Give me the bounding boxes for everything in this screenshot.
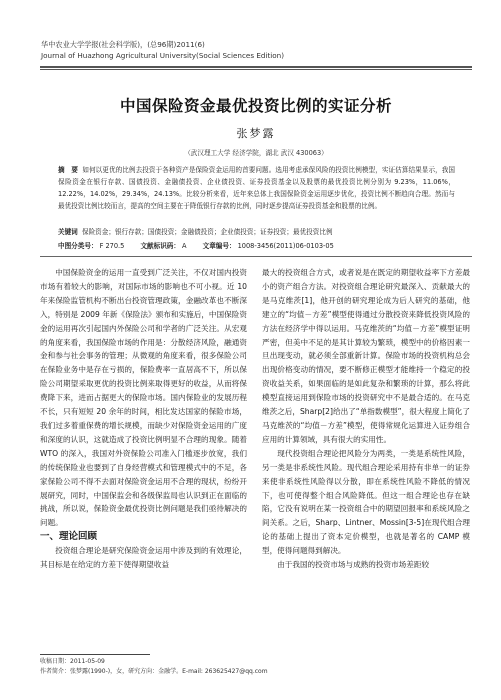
footnote xyxy=(40,657,470,676)
abstract-label: 摘 要 xyxy=(58,166,78,174)
doc-code-label: 文献标识码： xyxy=(140,242,180,250)
body-paragraph: 投资组合理论是研究保险资金运用中涉及到的有效理论，其目标是在给定的方差下使得期望收益 xyxy=(40,546,247,570)
article-id-value: 1008-3456(2011)06-0103-05 xyxy=(237,242,334,250)
journal-name-cn: 华中农业大学学报(社会科学版)，(总96期)2011(6) xyxy=(41,40,205,49)
author-affiliation: （武汉理工大学 经济学院，湖北 武汉 430063） xyxy=(184,149,328,157)
author-info: 作者简介：张梦露(1990-)，女，研究方向：金融学。E-mail: 263625427@qq.com xyxy=(40,667,268,675)
clc-value: F 270.5 xyxy=(99,242,125,250)
body-column-right xyxy=(262,266,470,572)
article-id-label: 文章编号： xyxy=(202,242,236,250)
body-column-left xyxy=(40,266,247,572)
author-name: 张梦露 xyxy=(236,127,276,140)
abstract-text: 如何以更优的比例去投资于各种资产是保险资金运用的首要问题。选用考虑承保风险的投资比例模型，实证估算结果显示，我国保险资金在银行存款、国债投资、金融债投资、企业债投资、证券投资基金以及股票的最优投资比例分别为 9.23%，11.06%，12.22%，14.02%，29.34%，24.13%。比较分析来看，近年来总体上我国保险资金运用逐步优化，投资比例不断趋向合理。然而与最优投资比例比较而言，提高的空间主要在于降低银行存款的比例，同时逐步提高证券投资基金和股票的比例。 xyxy=(58,166,456,210)
received-date: 收稿日期：2011-05-09 xyxy=(40,658,105,665)
body-paragraph: 最大的投资组合方式，或者说是在既定的期望收益率下方差最小的资产组合方法。对投资组合理论研究最深入、贡献最大的是马克维茨[1]，他开创的研究理论成为后人研究的基础，他建立的“均值－方差”模型使得通过分散投资来降低投资风险的方法在经济学中得以运用。马克维茨的“均值－方差”模型证明严密，但美中不足的是其计算较为繁琐，模型中的价格因素一旦出现变动，就必须全部重新计算。保险市场的投资机构总会出现价格变动的情况，要不断修正模型才能维持一个稳定的投资收益关系，如果面临的是如此复杂和繁琐的计算，那么将此模型直接运用到保险市场的投资研究中不是最合适的。在马克维茨之后，Sharp[2]给出了“单指数模型”，很大程度上简化了马克维茨的“均值－方差”模型，使得常规化运算进入证券组合应用的计算领域，具有很大的实用性。 xyxy=(262,268,470,444)
footnote-rule xyxy=(40,654,150,655)
journal-header xyxy=(41,40,471,61)
header-rule-thick xyxy=(40,66,472,68)
paper-title: 中国保险资金最优投资比例的实证分析 xyxy=(119,96,392,115)
journal-name-en: Journal of Huazhong Agricultural University(Social Sciences Edition) xyxy=(41,50,285,60)
abstract xyxy=(58,165,455,213)
section-divider xyxy=(40,256,472,257)
keywords xyxy=(58,226,455,236)
body-paragraph: 中国保险资金的运用一直受到广泛关注，不仅对国内投资市场有着较大的影响，对国际市场的影响也不可小视。近 10 年来保险监管机构不断出台投资管理政策，金融改革也不断深入，特别是 2009 年新《保险法》颁布和实施后，中国保险资金的运用再次引起国内外保险公司和学者的广泛关注。从宏观的角度来看，我国保险市场的作用是：分散经济风险，融通资金和参与社会事务的管理；从微观的角度来看，很多保险公司在保险业务中是存在亏损的，保险费率一直居高不下，所以保险公司期望采取更优的投资比例来取得更好的收益，从而将保费降下来，进而占据更大的保险市场。国内保险业的发展历程不长，只有短短 20 余年的时间，相比发达国家的保险市场，我们过多着重保费的增长规模，而缺少对保险资金运用的广度和深度的认识，这就造成了投资比例明显不合理的现象。随着 WTO 的深入，我国对外资保险公司准入门槛逐步放宽，我们的传统保险业也要到了自身经营模式和管理模式中的不足，各家保险公司不得不去面对保险资金运用不合理的现状，纷纷开展研究，同时，中国保监会和各级保监局也认识到正在面临的挑战，所以说，保险资金最优投资比例问题是我们亟待解决的问题。 xyxy=(40,268,247,528)
doc-code-value: A xyxy=(182,242,187,250)
section-heading: 一、理论回顾 xyxy=(40,531,98,543)
clc-label: 中图分类号： xyxy=(58,242,98,250)
keywords-text: 保险资金；银行存款；国债投资；金融债投资；企业债投资；证券投资；最优投资比例 xyxy=(81,228,333,236)
body-paragraph: 由于我国的投资市场与成熟的投资市场差距较 xyxy=(277,560,430,570)
header-rule-thin xyxy=(40,69,472,70)
classification-line xyxy=(58,240,455,250)
body-paragraph: 现代投资组合理论把风险分为两类，一类是系统性风险，另一类是非系统性风险。现代组合理论采用持有非单一的证券来使非系统性风险得以分散，即在系统性风险不降低的情况下，也可使得整个组合风险降低。但这一组合理论也存在缺陷，它没有说明在某一投资组合中的期望回报率和系统风险之间关系。之后，Sharp、Lintner、Mossin[3-5]在现代组合理论的基础上提出了资本定价模型，也就是著名的 CAMP 模型，使得问题得到解决。 xyxy=(262,448,470,556)
keywords-label: 关键词 xyxy=(58,228,78,236)
